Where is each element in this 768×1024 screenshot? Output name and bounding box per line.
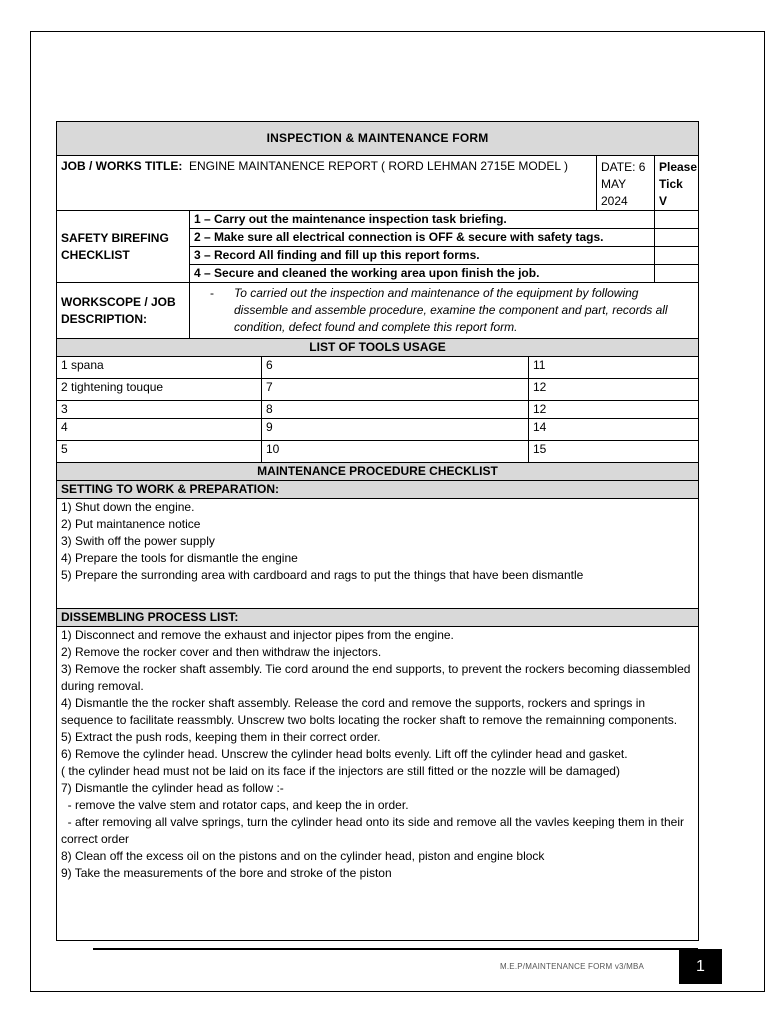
tick-header: Please Tick V [655, 156, 699, 211]
workscope-label: WORKSCOPE / JOB DESCRIPTION: [57, 283, 190, 339]
job-title-label: JOB / WORKS TITLE: [61, 159, 183, 173]
dismantle-step: 6) Remove the cylinder head. Unscrew the cylinder head bolts evenly. Lift off the cylinder head and gasket. [61, 747, 628, 761]
tool-cell: 8 [262, 401, 529, 419]
setup-step: 5) Prepare the surronding area with cardboard and rags to put the things that have been dismantle [61, 568, 584, 582]
tool-cell: 14 [529, 419, 699, 441]
job-title-cell [57, 156, 597, 211]
tool-cell: 1 spana [57, 357, 262, 379]
setup-title: SETTING TO WORK & PREPARATION: [57, 481, 699, 499]
workscope-text: To carried out the inspection and maintenance of the equipment by following dissemble and assemble procedure, examine the component and part, records all condition, defect found and complete this report form. [234, 286, 668, 334]
dismantle-step: 4) Dismantle the the rocker shaft assembly. Release the cord and remove the supports, rockers and springs in sequence to facilitate reassmbly. Unscrew two bolts locating the rocker shaft to remove the remainning components. [61, 696, 678, 727]
tool-cell: 6 [262, 357, 529, 379]
workscope-dash: - [210, 286, 214, 300]
dismantle-step: ( the cylinder head must not be laid on its face if the injectors are still fitted or the nozzle will be damaged) [61, 764, 620, 778]
tool-cell: 2 tightening touque [57, 379, 262, 401]
tool-cell: 12 [529, 401, 699, 419]
tool-cell: 11 [529, 357, 699, 379]
form-title: INSPECTION & MAINTENANCE FORM [57, 122, 699, 156]
tool-cell: 4 [57, 419, 262, 441]
safety-item-2: 2 – Make sure all electrical connection is OFF & secure with safety tags. [190, 229, 655, 247]
tool-cell: 3 [57, 401, 262, 419]
dismantle-substep: - after removing all valve springs, turn the cylinder head onto its side and remove all the vavles keeping them in their correct order [61, 815, 688, 846]
dismantle-step: 9) Take the measurements of the bore and stroke of the piston [61, 866, 392, 880]
dismantle-step: 1) Disconnect and remove the exhaust and injector pipes from the engine. [61, 628, 454, 642]
safety-item-1: 1 – Carry out the maintenance inspection task briefing. [190, 211, 655, 229]
footer-rule [93, 948, 698, 950]
tick-box-2[interactable] [655, 229, 699, 247]
tool-cell: 5 [57, 441, 262, 463]
safety-item-3: 3 – Record All finding and fill up this report forms. [190, 247, 655, 265]
workscope-description [190, 283, 699, 339]
tool-cell: 12 [529, 379, 699, 401]
dismantle-step: 8) Clean off the excess oil on the pistons and on the cylinder head, piston and engine block [61, 849, 545, 863]
footer-doc-code: M.E.P/MAINTENANCE FORM v3/MBA [500, 962, 645, 971]
safety-item-4: 4 – Secure and cleaned the working area upon finish the job. [190, 265, 655, 283]
procedure-header: MAINTENANCE PROCEDURE CHECKLIST [57, 463, 699, 481]
setup-step: 3) Swith off the power supply [61, 534, 215, 548]
tool-cell: 9 [262, 419, 529, 441]
tick-box-1[interactable] [655, 211, 699, 229]
dismantle-list [57, 627, 699, 941]
safety-label: SAFETY BIREFING CHECKLIST [57, 211, 190, 283]
dismantle-step: 7) Dismantle the cylinder head as follow :- [61, 781, 284, 795]
job-title-value: ENGINE MAINTANENCE REPORT ( RORD LEHMAN 2715E MODEL ) [189, 159, 568, 173]
tool-cell: 15 [529, 441, 699, 463]
tick-box-4[interactable] [655, 265, 699, 283]
inspection-form [56, 121, 699, 941]
tool-cell: 10 [262, 441, 529, 463]
dismantle-step: 3) Remove the rocker shaft assembly. Tie cord around the end supports, to prevent the rockers becoming diassembled during removal. [61, 662, 691, 693]
tool-cell: 7 [262, 379, 529, 401]
dismantle-title: DISSEMBLING PROCESS LIST: [57, 609, 699, 627]
setup-step: 1) Shut down the engine. [61, 500, 195, 514]
tick-box-3[interactable] [655, 247, 699, 265]
setup-step: 2) Put maintanence notice [61, 517, 201, 531]
dismantle-substep: - remove the valve stem and rotator caps, and keep the in order. [61, 798, 409, 812]
setup-step: 4) Prepare the tools for dismantle the engine [61, 551, 298, 565]
setup-list [57, 499, 699, 609]
dismantle-step: 2) Remove the rocker cover and then withdraw the injectors. [61, 645, 382, 659]
date-cell: DATE: 6 MAY 2024 [597, 156, 655, 211]
tools-header: LIST OF TOOLS USAGE [57, 339, 699, 357]
dismantle-step: 5) Extract the push rods, keeping them in their correct order. [61, 730, 381, 744]
page-number: 1 [679, 949, 722, 984]
